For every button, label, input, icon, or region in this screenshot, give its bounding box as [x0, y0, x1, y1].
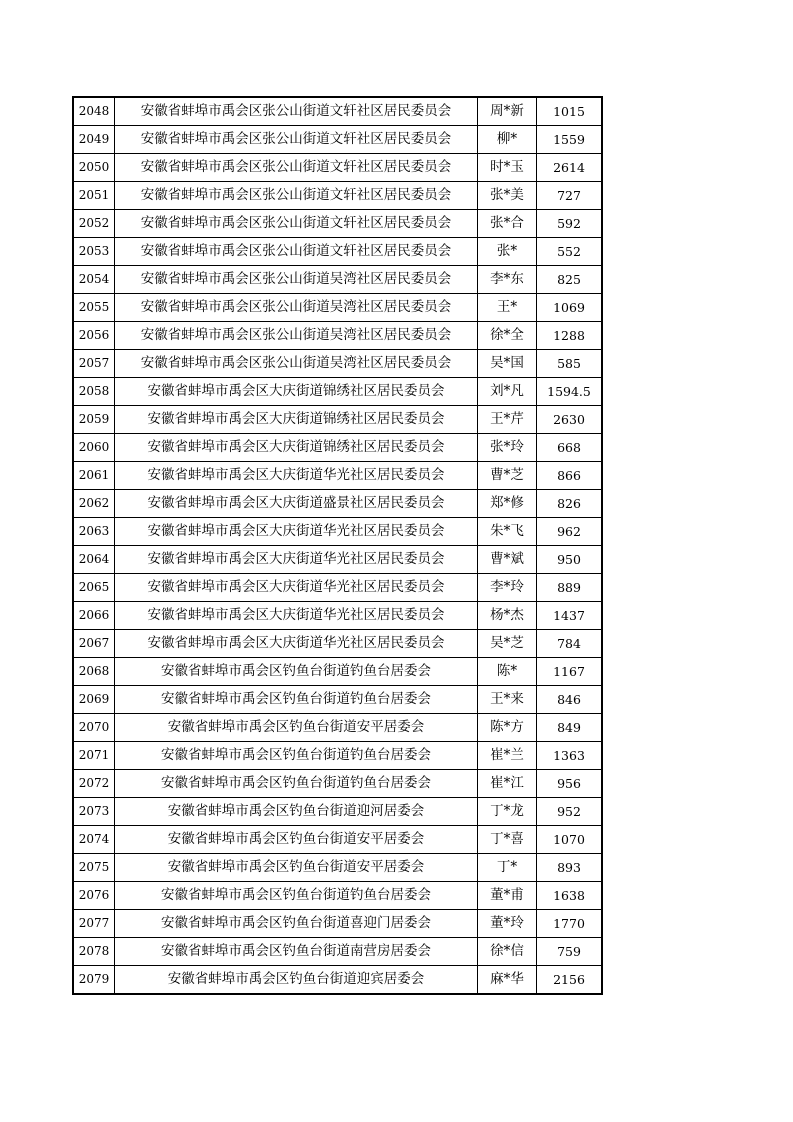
amount: 889: [537, 574, 603, 602]
community-committee: 安徽省蚌埠市禹会区张公山街道文轩社区居民委员会: [115, 97, 478, 126]
person-name: 张*合: [478, 210, 537, 238]
person-name: 王*: [478, 294, 537, 322]
row-number: 2055: [73, 294, 115, 322]
amount: 825: [537, 266, 603, 294]
table-row: [73, 322, 602, 350]
amount: 1559: [537, 126, 603, 154]
table-row: [73, 826, 602, 854]
community-committee: 安徽省蚌埠市禹会区钓鱼台街道安平居委会: [115, 854, 478, 882]
row-number: 2072: [73, 770, 115, 798]
community-committee: 安徽省蚌埠市禹会区钓鱼台街道喜迎门居委会: [115, 910, 478, 938]
amount: 759: [537, 938, 603, 966]
person-name: 丁*龙: [478, 798, 537, 826]
amount: 668: [537, 434, 603, 462]
amount: 1015: [537, 97, 603, 126]
community-committee: 安徽省蚌埠市禹会区张公山街道文轩社区居民委员会: [115, 238, 478, 266]
amount: 1167: [537, 658, 603, 686]
amount: 2614: [537, 154, 603, 182]
table-row: [73, 462, 602, 490]
amount: 962: [537, 518, 603, 546]
row-number: 2066: [73, 602, 115, 630]
amount: 1070: [537, 826, 603, 854]
row-number: 2079: [73, 966, 115, 995]
amount: 784: [537, 630, 603, 658]
person-name: 麻*华: [478, 966, 537, 995]
person-name: 张*玲: [478, 434, 537, 462]
person-name: 曹*芝: [478, 462, 537, 490]
person-name: 杨*杰: [478, 602, 537, 630]
community-committee: 安徽省蚌埠市禹会区钓鱼台街道迎宾居委会: [115, 966, 478, 995]
row-number: 2048: [73, 97, 115, 126]
person-name: 董*甫: [478, 882, 537, 910]
amount: 727: [537, 182, 603, 210]
community-committee: 安徽省蚌埠市禹会区张公山街道吴湾社区居民委员会: [115, 322, 478, 350]
person-name: 徐*全: [478, 322, 537, 350]
row-number: 2068: [73, 658, 115, 686]
amount: 849: [537, 714, 603, 742]
person-name: 张*: [478, 238, 537, 266]
community-committee: 安徽省蚌埠市禹会区大庆街道华光社区居民委员会: [115, 602, 478, 630]
row-number: 2069: [73, 686, 115, 714]
table-row: [73, 490, 602, 518]
amount: 1288: [537, 322, 603, 350]
amount: 1437: [537, 602, 603, 630]
community-committee: 安徽省蚌埠市禹会区钓鱼台街道安平居委会: [115, 714, 478, 742]
person-name: 陈*: [478, 658, 537, 686]
amount: 956: [537, 770, 603, 798]
table-row: [73, 938, 602, 966]
row-number: 2076: [73, 882, 115, 910]
amount: 2630: [537, 406, 603, 434]
table-row: [73, 406, 602, 434]
table-row: [73, 882, 602, 910]
community-committee: 安徽省蚌埠市禹会区张公山街道文轩社区居民委员会: [115, 154, 478, 182]
row-number: 2070: [73, 714, 115, 742]
community-committee: 安徽省蚌埠市禹会区大庆街道华光社区居民委员会: [115, 546, 478, 574]
table-row: [73, 182, 602, 210]
table-row: [73, 238, 602, 266]
table-row: [73, 630, 602, 658]
row-number: 2052: [73, 210, 115, 238]
amount: 592: [537, 210, 603, 238]
table-row: [73, 910, 602, 938]
amount: 1770: [537, 910, 603, 938]
person-name: 崔*江: [478, 770, 537, 798]
amount: 2156: [537, 966, 603, 995]
table-row: [73, 686, 602, 714]
row-number: 2061: [73, 462, 115, 490]
community-committee: 安徽省蚌埠市禹会区钓鱼台街道安平居委会: [115, 826, 478, 854]
person-name: 王*芹: [478, 406, 537, 434]
row-number: 2056: [73, 322, 115, 350]
row-number: 2051: [73, 182, 115, 210]
person-name: 刘*凡: [478, 378, 537, 406]
row-number: 2074: [73, 826, 115, 854]
amount: 1069: [537, 294, 603, 322]
table-row: [73, 854, 602, 882]
community-committee: 安徽省蚌埠市禹会区大庆街道华光社区居民委员会: [115, 574, 478, 602]
person-name: 柳*: [478, 126, 537, 154]
table-row: [73, 350, 602, 378]
person-name: 陈*方: [478, 714, 537, 742]
row-number: 2060: [73, 434, 115, 462]
row-number: 2075: [73, 854, 115, 882]
amount: 866: [537, 462, 603, 490]
person-name: 李*玲: [478, 574, 537, 602]
community-committee: 安徽省蚌埠市禹会区钓鱼台街道钓鱼台居委会: [115, 742, 478, 770]
person-name: 吴*国: [478, 350, 537, 378]
person-name: 张*美: [478, 182, 537, 210]
row-number: 2067: [73, 630, 115, 658]
community-committee: 安徽省蚌埠市禹会区张公山街道吴湾社区居民委员会: [115, 294, 478, 322]
table-row: [73, 154, 602, 182]
community-committee: 安徽省蚌埠市禹会区大庆街道华光社区居民委员会: [115, 630, 478, 658]
table-row: [73, 574, 602, 602]
community-committee: 安徽省蚌埠市禹会区钓鱼台街道迎河居委会: [115, 798, 478, 826]
person-name: 丁*喜: [478, 826, 537, 854]
table-row: [73, 546, 602, 574]
amount: 552: [537, 238, 603, 266]
community-committee: 安徽省蚌埠市禹会区大庆街道华光社区居民委员会: [115, 518, 478, 546]
row-number: 2077: [73, 910, 115, 938]
amount: 952: [537, 798, 603, 826]
person-name: 朱*飞: [478, 518, 537, 546]
person-name: 周*新: [478, 97, 537, 126]
person-name: 王*来: [478, 686, 537, 714]
community-committee: 安徽省蚌埠市禹会区大庆街道盛景社区居民委员会: [115, 490, 478, 518]
table-row: [73, 378, 602, 406]
amount: 950: [537, 546, 603, 574]
table-body: [73, 97, 602, 994]
row-number: 2053: [73, 238, 115, 266]
row-number: 2062: [73, 490, 115, 518]
community-committee: 安徽省蚌埠市禹会区张公山街道吴湾社区居民委员会: [115, 350, 478, 378]
community-committee: 安徽省蚌埠市禹会区张公山街道文轩社区居民委员会: [115, 182, 478, 210]
row-number: 2064: [73, 546, 115, 574]
community-committee: 安徽省蚌埠市禹会区大庆街道锦绣社区居民委员会: [115, 434, 478, 462]
table-row: [73, 966, 602, 995]
amount: 846: [537, 686, 603, 714]
amount: 826: [537, 490, 603, 518]
amount: 1594.5: [537, 378, 603, 406]
row-number: 2050: [73, 154, 115, 182]
table-row: [73, 434, 602, 462]
community-committee: 安徽省蚌埠市禹会区钓鱼台街道钓鱼台居委会: [115, 882, 478, 910]
person-name: 时*玉: [478, 154, 537, 182]
person-name: 李*东: [478, 266, 537, 294]
community-committee: 安徽省蚌埠市禹会区钓鱼台街道钓鱼台居委会: [115, 686, 478, 714]
person-name: 丁*: [478, 854, 537, 882]
row-number: 2073: [73, 798, 115, 826]
row-number: 2049: [73, 126, 115, 154]
table-row: [73, 266, 602, 294]
row-number: 2054: [73, 266, 115, 294]
amount: 1638: [537, 882, 603, 910]
subsidy-table: [72, 96, 603, 995]
community-committee: 安徽省蚌埠市禹会区大庆街道锦绣社区居民委员会: [115, 406, 478, 434]
person-name: 吴*芝: [478, 630, 537, 658]
person-name: 董*玲: [478, 910, 537, 938]
table-row: [73, 126, 602, 154]
community-committee: 安徽省蚌埠市禹会区张公山街道文轩社区居民委员会: [115, 210, 478, 238]
table-row: [73, 742, 602, 770]
table-row: [73, 770, 602, 798]
row-number: 2058: [73, 378, 115, 406]
row-number: 2063: [73, 518, 115, 546]
amount: 1363: [537, 742, 603, 770]
table-row: [73, 97, 602, 126]
row-number: 2057: [73, 350, 115, 378]
person-name: 曹*斌: [478, 546, 537, 574]
community-committee: 安徽省蚌埠市禹会区钓鱼台街道南营房居委会: [115, 938, 478, 966]
amount: 585: [537, 350, 603, 378]
community-committee: 安徽省蚌埠市禹会区大庆街道华光社区居民委员会: [115, 462, 478, 490]
row-number: 2071: [73, 742, 115, 770]
table-row: [73, 518, 602, 546]
table-row: [73, 294, 602, 322]
community-committee: 安徽省蚌埠市禹会区张公山街道吴湾社区居民委员会: [115, 266, 478, 294]
person-name: 崔*兰: [478, 742, 537, 770]
amount: 893: [537, 854, 603, 882]
table-row: [73, 658, 602, 686]
community-committee: 安徽省蚌埠市禹会区大庆街道锦绣社区居民委员会: [115, 378, 478, 406]
table-row: [73, 714, 602, 742]
table-row: [73, 602, 602, 630]
person-name: 徐*信: [478, 938, 537, 966]
row-number: 2065: [73, 574, 115, 602]
community-committee: 安徽省蚌埠市禹会区钓鱼台街道钓鱼台居委会: [115, 658, 478, 686]
table-row: [73, 210, 602, 238]
row-number: 2078: [73, 938, 115, 966]
table-row: [73, 798, 602, 826]
community-committee: 安徽省蚌埠市禹会区张公山街道文轩社区居民委员会: [115, 126, 478, 154]
person-name: 郑*修: [478, 490, 537, 518]
community-committee: 安徽省蚌埠市禹会区钓鱼台街道钓鱼台居委会: [115, 770, 478, 798]
row-number: 2059: [73, 406, 115, 434]
